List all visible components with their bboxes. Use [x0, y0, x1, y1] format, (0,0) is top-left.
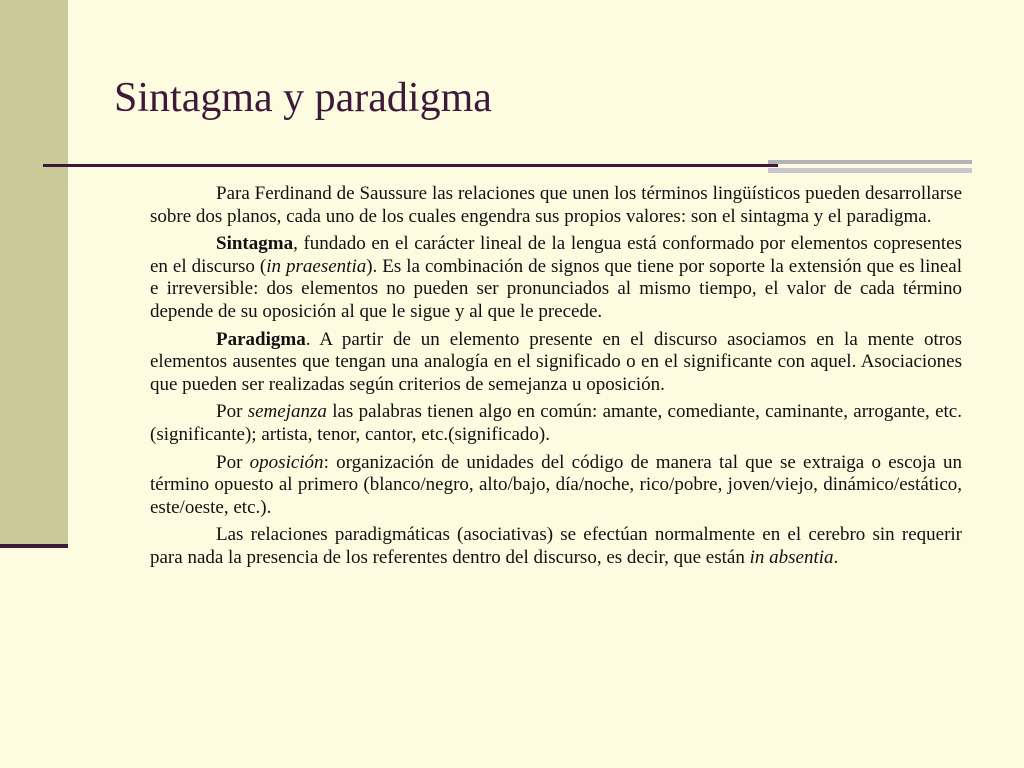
- paragraph-text: Las relaciones paradigmáticas (asociativas) se efectúan normalmente en el cerebro sin requerir para nada la presencia de los referentes dentro del discurso, es decir, que están: [150, 524, 962, 568]
- slide-body: [150, 183, 962, 575]
- paragraph: [150, 183, 962, 228]
- paragraph-text: Por: [216, 451, 250, 473]
- paragraph: [150, 524, 962, 569]
- paragraph-text: las palabras tienen algo en común: amante, comediante, caminante, arrogante, etc. (significante); artista, tenor, cantor, etc.(significado).: [150, 401, 962, 445]
- title-accent-bar: [768, 160, 972, 164]
- paragraph-text: : organización de unidades del código de manera tal que se extraiga o escoja un término opuesto al primero (blanco/negro, alto/bajo, día/noche, rico/pobre, joven/viejo, dinámico/estático, este/oeste, etc.).: [150, 451, 962, 518]
- left-sidebar-band: [0, 0, 68, 546]
- bold-term: Sintagma: [216, 233, 294, 255]
- sidebar-accent-line: [0, 544, 68, 548]
- italic-term: in absentia: [749, 546, 834, 568]
- italic-term: semejanza: [247, 401, 327, 423]
- paragraph: [150, 401, 962, 446]
- paragraph-text: Para Ferdinand de Saussure las relaciones que unen los términos lingüísticos pueden desarrollarse sobre dos planos, cada uno de los cuales engendra sus propios valores: son el sintagma y el paradigma.: [150, 183, 962, 227]
- paragraph: [150, 233, 962, 323]
- paragraph-text: Por: [216, 401, 248, 423]
- bold-term: Paradigma: [216, 328, 306, 350]
- slide-title: Sintagma y paradigma: [114, 75, 492, 121]
- italic-term: in praesentia: [266, 255, 367, 277]
- italic-term: oposición: [249, 451, 324, 473]
- paragraph-text: ). Es la combinación de signos que tiene por soporte la extensión que es lineal e irreversible: dos elementos no pueden ser pronunciados al mismo tiempo, el valor de cada término depende de su oposición al que le sigue y al que le precede.: [150, 255, 962, 322]
- paragraph: [150, 452, 962, 520]
- paragraph-text: .: [833, 546, 839, 568]
- title-divider: [43, 164, 778, 167]
- paragraph-text: . A partir de un elemento presente en el discurso asociamos en la mente otros elementos ausentes que tengan una analogía en el significado o en el significante con aquel. Asociaciones que pueden ser realizadas según criterios de semejanza u oposición.: [150, 328, 962, 395]
- title-accent-bar-lower: [768, 168, 972, 173]
- paragraph: [150, 329, 962, 397]
- paragraph-text: , fundado en el carácter lineal de la lengua está conformado por elementos copresentes en el discurso (: [150, 233, 962, 277]
